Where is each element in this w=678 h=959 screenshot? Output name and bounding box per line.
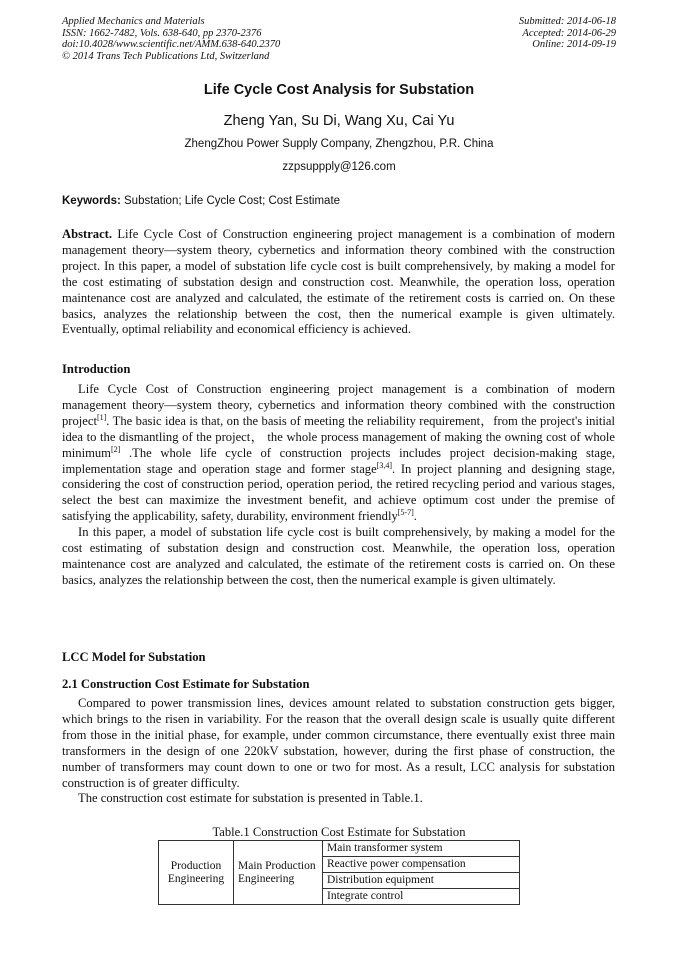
keywords — [62, 195, 340, 207]
paper-title: Life Cycle Cost Analysis for Substation — [203, 82, 475, 98]
cc-paragraph-2: The construction cost estimate for substation is presented in Table.1. — [78, 791, 423, 806]
affiliation: ZhengZhou Power Supply Company, Zhengzhou, P.R. China — [184, 138, 494, 150]
table-cell: Main transformer system — [323, 841, 520, 857]
citation: [1] — [96, 412, 107, 422]
construction-cost-body — [62, 696, 615, 807]
subsection-heading: 2.1 Construction Cost Estimate for Substation — [62, 677, 310, 691]
doi: doi:10.4028/www.scientific.net/AMM.638-640.2370 — [62, 39, 281, 50]
accepted-date: Accepted: 2014-06-29 — [522, 27, 616, 39]
table-cell: Production Engineering — [159, 841, 234, 905]
issn: ISSN: 1662-7482, Vols. 638-640, pp 2370-2376 — [62, 27, 262, 39]
copyright: © 2014 Trans Tech Publications Ltd, Switzerland — [62, 50, 270, 62]
lcc-heading: LCC Model for Substation — [62, 650, 206, 664]
citation: [2] — [110, 444, 121, 454]
introduction-heading: Introduction — [62, 362, 131, 376]
abstract-label: Abstract. — [62, 227, 113, 241]
journal-header — [62, 16, 280, 62]
online-date: Online: 2014-09-19 — [532, 39, 616, 50]
abstract — [62, 227, 615, 338]
keywords-label: Keywords: — [62, 195, 121, 207]
journal-name: Applied Mechanics and Materials — [62, 16, 205, 27]
table-row — [159, 841, 520, 857]
authors: Zheng Yan, Su Di, Wang Xu, Cai Yu — [223, 113, 455, 129]
introduction-body — [62, 382, 615, 589]
table-cell: Distribution equipment — [323, 873, 520, 889]
submitted-date: Submitted: 2014-06-18 — [518, 16, 616, 27]
cc-paragraph-1: Compared to power transmission lines, devices amount related to substation construction gets bigger, which brings to the risen in variability. For the reason that the overall design scale is usually quite different from those in the initial phase, for example, under common circumstance, there eventually exist three main transformers in the design of one 220kV substation, however, during the first phase of construction, the number of transformers may count down to one or two for most. As a result, LCC analysis for substation construction is of greater difficulty. — [62, 696, 615, 790]
keywords-text: Substation; Life Cycle Cost; Cost Estimate — [124, 195, 341, 207]
email: zzpsuppply@126.com — [282, 161, 396, 173]
table-cell: Integrate control — [323, 889, 520, 905]
citation: [3,4] — [376, 460, 393, 470]
cost-table — [158, 840, 520, 905]
table-caption: Table.1 Construction Cost Estimate for Substation — [212, 825, 466, 839]
abstract-text: Life Cycle Cost of Construction engineering project management is a combination of modern management theory—system theory, cybernetics and information theory combined with the construction project. In this paper, a model of substation life cycle cost is built comprehensively, by making a model for the cost estimating of substation design and construction cost. Meanwhile, the operation loss, operation maintenance cost are analyzed and calculated, the estimate of the retirement costs is carried on. On these basics, analyzes the relationship between the cost, then the numerical example is given ultimately. Eventually, optimal reliability and economical efficiency is achieved. — [62, 227, 615, 337]
table-cell: Main Production Engineering — [234, 841, 323, 905]
table-cell: Reactive power compensation — [323, 857, 520, 873]
intro-paragraph-1: Life Cycle Cost of Construction engineering project management is a combination of modern management theory—system theory, cybernetics and information theory combined with the construction project[1]. The basic idea is that, on the basis of meeting the reliability requirement，from the project's initial idea to the dismantling of the project， the whole process management of making the owning cost of whole minimum[2] .The whole life cycle of construction projects includes project decision-making stage, implementation stage and operation stage and former stage[3,4]. In project planning and designing stage, considering the cost of construction period, operation period, the retired recycling period and various stages, select the best can maximize the investment benefit, and achieve optimum cost under the premise of satisfying the applicability, safety, durability, environment friendly[5-7]. — [62, 382, 616, 524]
citation: [5-7] — [397, 508, 414, 518]
intro-paragraph-2: In this paper, a model of substation life cycle cost is built comprehensively, by making a model for the cost estimating of substation design and construction cost. Meanwhile, the operation loss, operation maintenance cost are analyzed and calculated, the estimate of the retirement costs is carried on. On these basics, analyzes the relationship between the cost, then the numerical example is given ultimately. — [62, 525, 615, 587]
dates-header — [519, 16, 616, 51]
